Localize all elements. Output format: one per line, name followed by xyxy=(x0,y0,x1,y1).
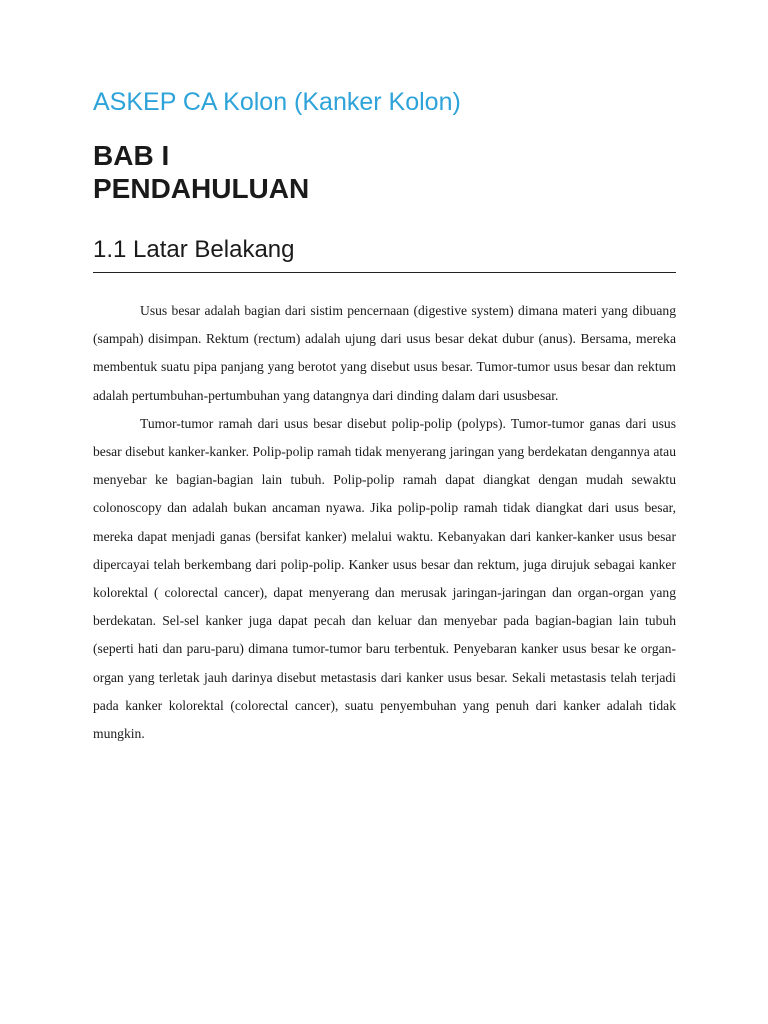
section-divider xyxy=(93,272,676,273)
chapter-title: PENDAHULUAN xyxy=(93,173,310,204)
body-text xyxy=(93,297,676,748)
paragraph: Tumor-tumor ramah dari usus besar disebut polip-polip (polyps). Tumor-tumor ganas dari usus besar disebut kanker-kanker. Polip-polip ramah tidak menyerang jaringan yang berdekatan dengannya atau menyebar ke bagian-bagian lain tubuh. Polip-polip ramah dapat diangkat dengan mudah sewaktu colonoscopy dan adalah bukan ancaman nyawa. Jika polip-polip ramah tidak diangkat dari usus besar, mereka dapat menjadi ganas (bersifat kanker) melalui waktu. Kebanyakan dari kanker-kanker usus besar dipercayai telah berkembang dari polip-polip. Kanker usus besar dan rektum, juga dirujuk sebagai kanker kolorektal ( colorectal cancer), dapat menyerang dan merusak jaringan-jaringan dan organ-organ yang berdekatan. Sel-sel kanker juga dapat pecah dan keluar dan menyebar pada bagian-bagian lain tubuh (seperti hati dan paru-paru) dimana tumor-tumor baru terbentuk. Penyebaran kanker usus besar ke organ-organ yang terletak jauh darinya disebut metastasis dari kanker usus besar. Sekali metastasis telah terjadi pada kanker kolorektal (colorectal cancer), suatu penyembuhan yang penuh dari kanker adalah tidak mungkin. xyxy=(93,415,676,742)
chapter-heading xyxy=(93,139,676,205)
section-heading: 1.1 Latar Belakang xyxy=(93,236,295,263)
paragraph: Usus besar adalah bagian dari sistim pencernaan (digestive system) dimana materi yang dibuang (sampah) disimpan. Rektum (rectum) adalah ujung dari usus besar dekat dubur (anus). Bersama, mereka membentuk suatu pipa panjang yang berotot yang disebut usus besar. Tumor-tumor usus besar dan rektum adalah pertumbuhan-pertumbuhan yang datangnya dari dinding dalam dari ususbesar. xyxy=(93,303,676,403)
document-title: ASKEP CA Kolon (Kanker Kolon) xyxy=(93,88,461,116)
chapter-number: BAB I xyxy=(93,140,170,171)
